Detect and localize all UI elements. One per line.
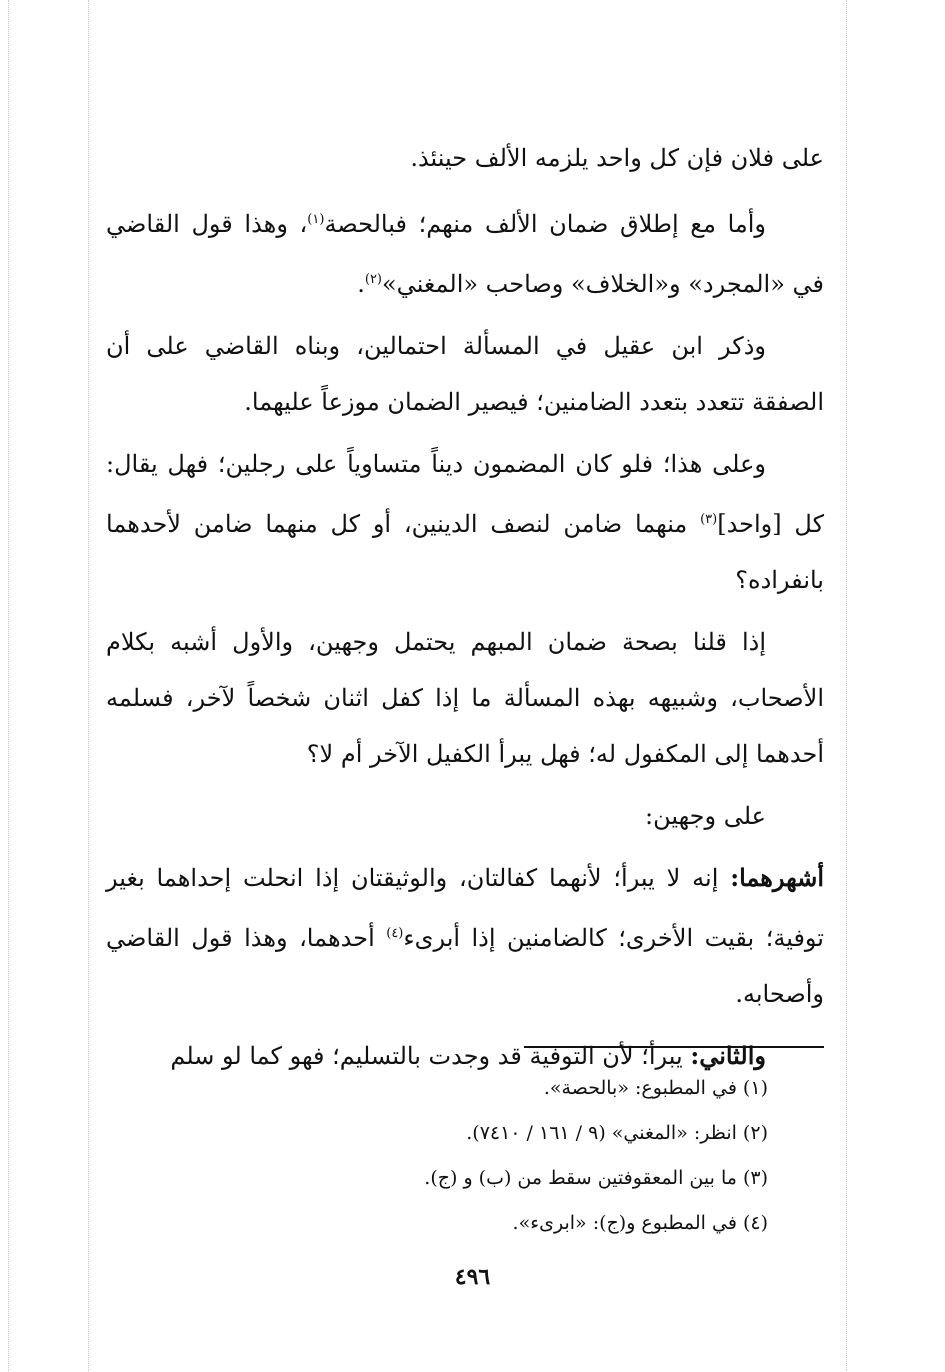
footnote-separator [524, 1046, 824, 1048]
paragraph-3 [106, 318, 824, 430]
paragraph-6-text: على وجهين: [645, 802, 766, 830]
margin-guide-inner [88, 0, 89, 1372]
paragraph-1 [106, 130, 824, 186]
footnote-ref-2[interactable]: (٢) [364, 272, 382, 287]
margin-guide-left [8, 0, 9, 1372]
paragraph-8-lead: والثاني: [690, 1041, 766, 1070]
paragraph-2-text-c: . [357, 270, 365, 298]
footnote-ref-3[interactable]: (٣) [700, 512, 718, 527]
paragraph-4-text-b: منهما ضامن لنصف الدينين، أو كل منهما ضامن لأحدهما بانفراده؟ [106, 510, 824, 594]
paragraph-7 [106, 850, 824, 1022]
footnote-2: (٢) انظر: «المغني» (٩ / ١٦١ / ٧٤١٠). [466, 1122, 768, 1144]
main-text [106, 130, 824, 1090]
paragraph-4 [106, 436, 824, 608]
paragraph-7-text-a: إنه لا يبرأ؛ لأنهما كفالتان، والوثيقتان إذا انحلت إحداهما بغير توفية؛ بقيت الأخرى؛ كالضامنين إذا أبرىء [106, 864, 824, 952]
page-number: ٤٩٦ [454, 1264, 491, 1290]
paragraph-7-lead: أشهرهما: [730, 863, 824, 892]
footnote-ref-1[interactable]: (١) [307, 212, 325, 227]
paragraph-8-text-a: يبرأ؛ لأن التوفية قد وجدت بالتسليم؛ فهو كما لو سلم [170, 1042, 691, 1070]
paragraph-2-text-a: وأما مع إطلاق ضمان الألف منهم؛ فبالحصة [324, 210, 766, 238]
paragraph-7-text-b: أحدهما، وهذا قول القاضي وأصحابه. [106, 924, 824, 1008]
paragraph-4-text-a: وعلى هذا؛ فلو كان المضمون ديناً متساوياً على رجلين؛ فهل يقال: كل [واحد] [106, 450, 824, 538]
paragraph-5 [106, 614, 824, 782]
paragraph-3-text: وذكر ابن عقيل في المسألة احتمالين، وبناه القاضي على أن الصفقة تتعدد بتعدد الضامنين؛ فيصير الضمان موزعاً عليهما. [106, 332, 824, 416]
paragraph-5-text: إذا قلنا بصحة ضمان المبهم يحتمل وجهين، والأول أشبه بكلام الأصحاب، وشبيهه بهذه المسألة ما إذا كفل اثنان شخصاً لآخر، فسلمه أحدهما إلى المكفول له؛ فهل يبرأ الكفيل الآخر أم لا؟ [106, 628, 824, 768]
paragraph-2-text-b: ، وهذا قول القاضي في «المجرد» و«الخلاف» وصاحب «المغني» [106, 210, 824, 298]
footnote-4: (٤) في المطبوع و(ج): «ابرىء». [512, 1212, 768, 1234]
paragraph-6 [106, 788, 824, 844]
footnotes [150, 1066, 768, 1246]
paragraph-1-text: على فلان فإن كل واحد يلزمه الألف حينئذ. [410, 144, 824, 172]
footnote-ref-4[interactable]: (٤) [386, 926, 404, 941]
footnote-3: (٣) ما بين المعقوفتين سقط من (ب) و (ج). [424, 1167, 768, 1189]
paragraph-2 [106, 192, 824, 312]
margin-guide-right [846, 0, 847, 1372]
footnote-1: (١) في المطبوع: «بالحصة». [543, 1077, 768, 1099]
